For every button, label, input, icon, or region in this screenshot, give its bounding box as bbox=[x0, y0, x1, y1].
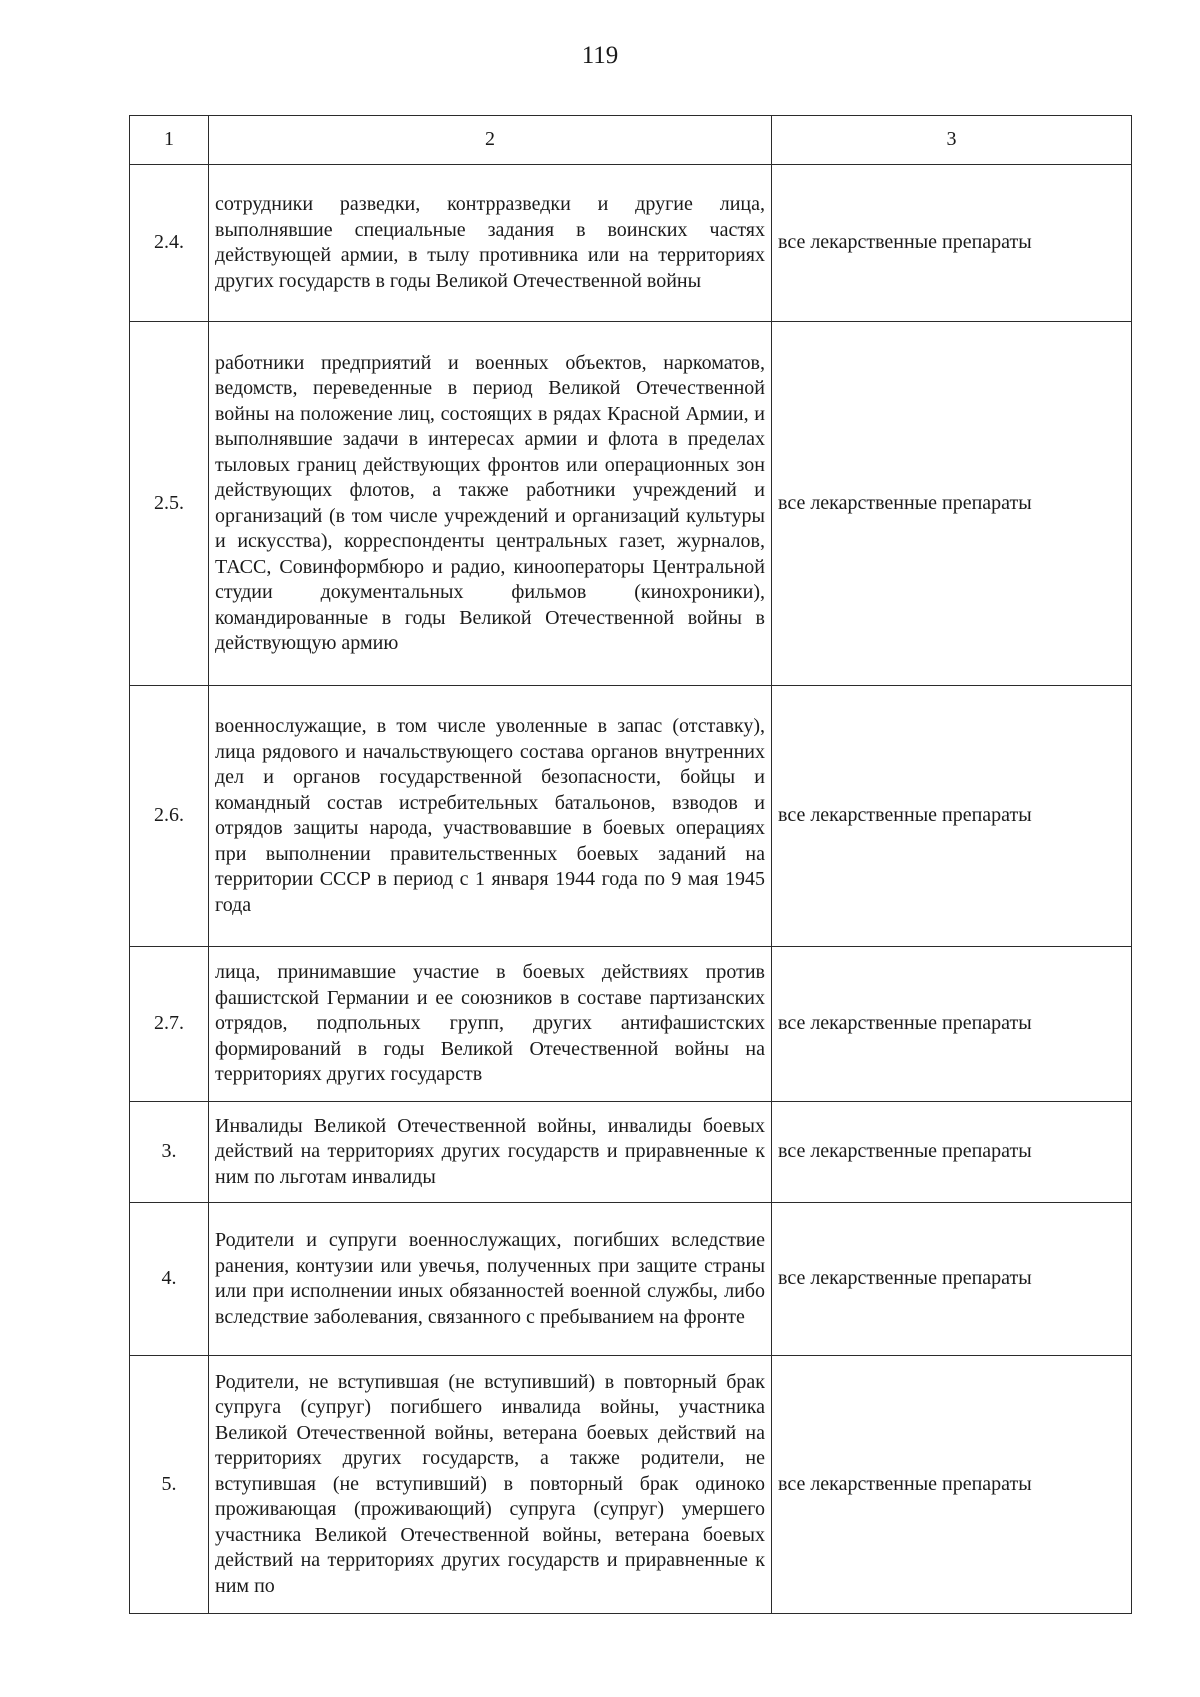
row-drugs-text: все лекарственные препараты bbox=[772, 322, 1132, 686]
row-number: 5. bbox=[130, 1356, 209, 1614]
row-category-text: Родители, не вступившая (не вступивший) в повторный брак супруга (супруг) погибшего инвалида войны, участника Великой Отечественной войны, ветерана боевых действий на территориях других государств, а также родители, не вступившая (не вступивший) в повторный брак одиноко проживающая (проживающий) супруга (супруг) умершего участника Великой Отечественной войны, ветерана боевых действий на территориях других государств и приравненные к ним по bbox=[209, 1356, 772, 1614]
column-header-1: 1 bbox=[130, 116, 209, 165]
table-row bbox=[130, 1203, 1132, 1356]
table-row bbox=[130, 1356, 1132, 1614]
benefits-table bbox=[129, 115, 1132, 1614]
row-number: 2.7. bbox=[130, 947, 209, 1102]
row-drugs-text: все лекарственные препараты bbox=[772, 1203, 1132, 1356]
row-number: 2.6. bbox=[130, 686, 209, 947]
table-row bbox=[130, 322, 1132, 686]
row-category-text: сотрудники разведки, контрразведки и другие лица, выполнявшие специальные задания в воинских частях действующей армии, в тылу противника или на территориях других государств в годы Великой Отечественной войны bbox=[209, 165, 772, 322]
column-header-2: 2 bbox=[209, 116, 772, 165]
page-number: 119 bbox=[581, 42, 619, 69]
row-number: 2.5. bbox=[130, 322, 209, 686]
table-row bbox=[130, 165, 1132, 322]
row-category-text: Родители и супруги военнослужащих, погибших вследствие ранения, контузии или увечья, полученных при защите страны или при исполнении иных обязанностей военной службы, либо вследствие заболевания, связанного с пребыванием на фронте bbox=[209, 1203, 772, 1356]
row-category-text: Инвалиды Великой Отечественной войны, инвалиды боевых действий на территориях других государств и приравненные к ним по льготам инвалиды bbox=[209, 1102, 772, 1203]
row-category-text: военнослужащие, в том числе уволенные в запас (отставку), лица рядового и начальствующего состава органов внутренних дел и органов государственной безопасности, бойцы и командный состав истребительных батальонов, взводов и отрядов защиты народа, участвовавшие в боевых операциях при выполнении правительственных боевых заданий на территории СССР в период с 1 января 1944 года по 9 мая 1945 года bbox=[209, 686, 772, 947]
row-number: 4. bbox=[130, 1203, 209, 1356]
row-category-text: лица, принимавшие участие в боевых действиях против фашистской Германии и ее союзников в составе партизанских отрядов, подпольных групп, других антифашистских формирований в годы Великой Отечественной войны на территориях других государств bbox=[209, 947, 772, 1102]
column-header-3: 3 bbox=[772, 116, 1132, 165]
row-number: 3. bbox=[130, 1102, 209, 1203]
row-drugs-text: все лекарственные препараты bbox=[772, 686, 1132, 947]
row-drugs-text: все лекарственные препараты bbox=[772, 1356, 1132, 1614]
row-drugs-text: все лекарственные препараты bbox=[772, 947, 1132, 1102]
row-drugs-text: все лекарственные препараты bbox=[772, 1102, 1132, 1203]
row-number: 2.4. bbox=[130, 165, 209, 322]
row-drugs-text: все лекарственные препараты bbox=[772, 165, 1132, 322]
row-category-text: работники предприятий и военных объектов, наркоматов, ведомств, переведенные в период Великой Отечественной войны на положение лиц, состоящих в рядах Красной Армии, и выполнявшие задачи в интересах армии и флота в пределах тыловых границ действующих фронтов или операционных зон действующих флотов, а также работники учреждений и организаций (в том числе учреждений и организаций культуры и искусства), корреспонденты центральных газет, журналов, ТАСС, Совинформбюро и радио, кинооператоры Центральной студии документальных фильмов (кинохроники), командированные в годы Великой Отечественной войны в действующую армию bbox=[209, 322, 772, 686]
table-header-row bbox=[130, 116, 1132, 165]
table-row bbox=[130, 686, 1132, 947]
table-row bbox=[130, 947, 1132, 1102]
table-row bbox=[130, 1102, 1132, 1203]
